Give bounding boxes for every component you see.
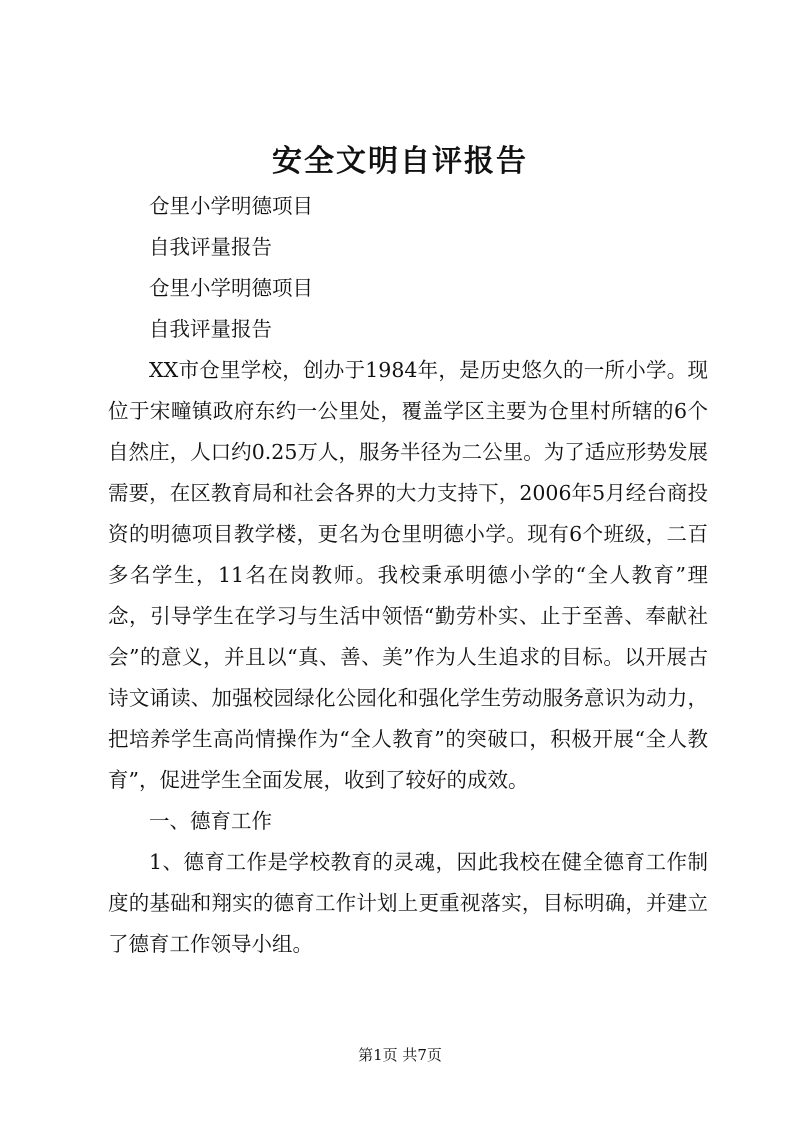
paragraph-project-name-2: 仓里小学明德项目 bbox=[149, 276, 313, 300]
document-body bbox=[108, 186, 708, 965]
paragraph-moral-education-1: 1、德育工作是学校教育的灵魂，因此我校在健全德育工作制度的基础和翔实的德育工作计划上更重视落实，目标明确，并建立了德育工作领导小组。 bbox=[108, 850, 708, 956]
paragraph-school-introduction: XX市仓里学校，创办于1984年，是历史悠久的一所小学。现位于宋疃镇政府东约一公里处，覆盖学区主要为仓里村所辖的6个自然庄，人口约0.25万人，服务半径为二公里。为了适应形势发展需要，在区教育局和社会各界的大力支持下，2006年5月经台商投资的明德项目教学楼，更名为仓里明德小学。现有6个班级，二百多名学生，11名在岗教师。我校秉承明德小学的“全人教育”理念，引导学生在学习与生活中领悟“勤劳朴实、止于至善、奉献社会”的意义，并且以“真、善、美”作为人生追求的目标。以开展古诗文诵读、加强校园绿化公园化和强化学生劳动服务意识为动力，把培养学生高尚情操作为“全人教育”的突破口，积极开展“全人教育”，促进学生全面发展，收到了较好的成效。 bbox=[108, 358, 708, 792]
document-title: 安全文明自评报告 bbox=[272, 144, 528, 179]
section-heading-moral-education: 一、德育工作 bbox=[149, 809, 272, 833]
paragraph-project-name-1: 仓里小学明德项目 bbox=[149, 194, 313, 218]
paragraph-report-name-1: 自我评量报告 bbox=[149, 235, 272, 259]
page-number-footer: 第1页 共7页 bbox=[358, 1046, 442, 1064]
paragraph-report-name-2: 自我评量报告 bbox=[149, 317, 272, 341]
